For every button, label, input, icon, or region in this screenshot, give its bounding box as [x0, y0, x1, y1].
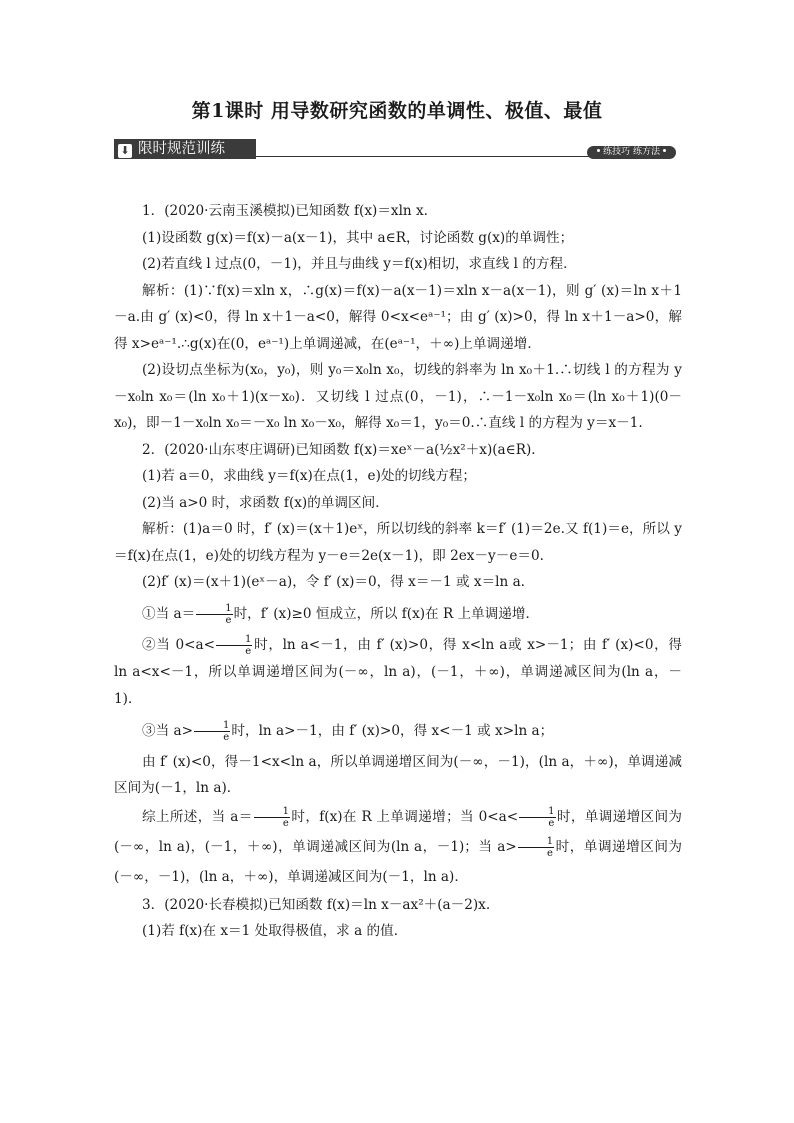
page-title: 第1课时 用导数研究函数的单调性、极值、最值 — [191, 100, 603, 122]
problem-3-part-1: (1)若 f(x)在 x＝1 处取得极值，求 a 的值． — [142, 923, 408, 939]
summary: 综上所述，当 a＝ $\frac{1}{e}$ 时，f(x)在 R 上单调递增；当 0<a< $\frac{1}{e}$ 时，单调递增区间为(－∞，ln a)，(－1，＋∞)，单调递减区间为(ln a，－1)；当 a> $\frac{1}{e}$ 时，单调递增区间为(－∞，－1)，(ln a，＋∞)，单调递减区间为(－1，ln a)． — [114, 805, 683, 885]
pill-label-1: 练技巧 — [603, 147, 631, 157]
case-3-continued: 由 f′ (x)<0，得－1<x<ln a，所以单调递增区间为(－∞，－1)，(ln a，＋∞)，单调递减区间为(－1，ln a)． — [114, 753, 682, 796]
pill-label-2: 练方法 — [632, 147, 660, 157]
problem-1-solution-2: (2)设切点坐标为(x₀，y₀)，则 y₀＝x₀ln x₀，切线的斜率为 ln x₀＋1.∴切线 l 的方程为 y－x₀ln x₀＝(ln x₀＋1)(x－x₀)．又切线 l 过点(0，－1)，∴－1－x₀ln x₀＝(ln x₀＋1)(0－x₀)，即－1－x₀ln x₀＝－x₀ ln x₀－x₀，解得 x₀＝1，y₀＝0.∴直线 l 的方程为 y＝x－1. — [114, 362, 682, 431]
problem-2-part-2: (2)当 a>0 时，求函数 f(x)的单调区间． — [142, 494, 389, 511]
problem-1-stem: 1．(2020·云南玉溪模拟)已知函数 f(x)＝xln x. — [142, 203, 428, 219]
problem-1-solution-1: 解析：(1)∵f(x)＝xln x，∴g(x)＝f(x)－a(x－1)＝xln x－a(x－1)，则 g′ (x)＝ln x＋1－a.由 g′ (x)<0，得 ln x＋1－a<0，解得 0<x<eᵃ⁻¹；由 g′ (x)>0，得 ln x＋1－a>0，解得 x>eᵃ⁻¹.∴g(x)在(0，eᵃ⁻¹)上单调递减，在(eᵃ⁻¹，＋∞)上单调递增． — [114, 282, 682, 352]
problem-1-part-1: (1)设函数 g(x)＝f(x)－a(x－1)，其中 a∈R，讨论函数 g(x)的单调性； — [142, 229, 574, 246]
section-tag — [114, 139, 256, 159]
case-3: ③当 a> $\frac{1}{e}$ 时，ln a>－1，由 f′ (x)>0，得 x<－1 或 x>ln a； — [142, 719, 554, 743]
problem-2-solution-2: (2)f′ (x)＝(x＋1)(eˣ－a)，令 f′ (x)＝0，得 x＝－1 或 x＝ln a. — [142, 574, 526, 590]
problem-3-stem: 3．(2020·长春模拟)已知函数 f(x)＝ln x－ax²＋(a－2)x. — [142, 896, 491, 913]
fraction: $\frac{1}{e}$ — [518, 836, 554, 859]
case-1: ①当 a＝ $\frac{1}{e}$ 时，f′ (x)≥0 恒成立，所以 f(x)在 R 上单调递增． — [142, 602, 540, 626]
document-body — [114, 198, 682, 945]
fraction: $\frac{1}{e}$ — [196, 603, 232, 626]
problem-2-stem: 2．(2020·山东枣庄调研)已知函数 f(x)＝xeˣ－a(½x²＋x)(a∈R)． — [142, 441, 545, 458]
fraction: $\frac{1}{e}$ — [254, 806, 290, 829]
section-tag-label: 限时规范训练 — [138, 141, 225, 157]
fraction: $\frac{1}{e}$ — [194, 720, 230, 743]
case-2: ②当 0<a< $\frac{1}{e}$ 时，ln a<－1，由 f′ (x)>0，得 x<ln a或 x>－1；由 f′ (x)<0，得 ln a<x<－1，所以单调递增区间为(－∞，ln a)，(－1，＋∞)，单调递减区间为(ln a，－1)． — [114, 633, 682, 707]
section-pill — [587, 146, 676, 159]
problem-2-part-1: (1)若 a＝0，求曲线 y＝f(x)在点(1，e)处的切线方程； — [142, 468, 477, 484]
section-header-bar — [114, 139, 676, 159]
problem-1-part-2: (2)若直线 l 过点(0，－1)，并且与曲线 y＝f(x)相切，求直线 l 的方程． — [142, 256, 577, 272]
download-arrow-icon: ⬇ — [118, 144, 132, 158]
fraction: $\frac{1}{e}$ — [216, 634, 252, 657]
fraction: $\frac{1}{e}$ — [519, 806, 555, 829]
problem-2-solution-1: 解析：(1)a＝0 时，f′ (x)＝(x＋1)eˣ，所以切线的斜率 k＝f′ (1)＝2e.又 f(1)＝e，所以 y＝f(x)在点(1，e)处的切线方程为 y－e＝2e(x－1)，即 2ex－y－e＝0. — [114, 521, 682, 564]
